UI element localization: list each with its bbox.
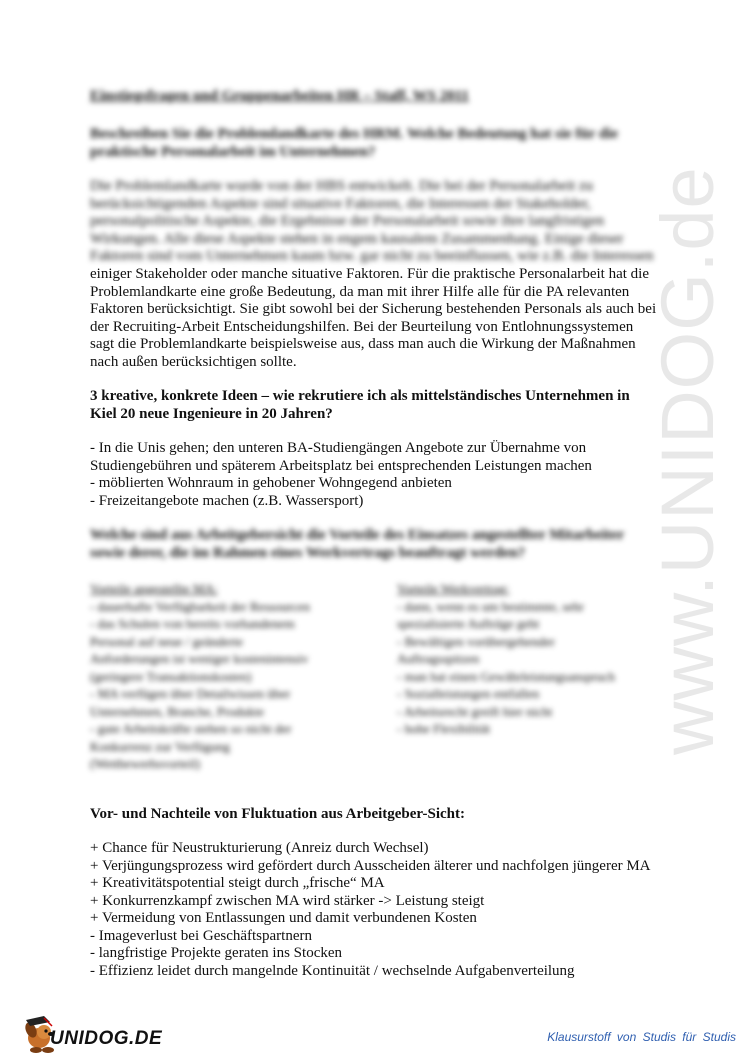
answer-line: Faktoren berücksichtigt. Sie gibt sowohl bei der Sicherung bestehenden Personals als auch bei [90,301,657,317]
document-title: Einstiegsfragen und Gruppenarbeiten HR – Staff, WS 2011 [90,88,469,104]
list-item: - Imageverlust bei Geschäftspartnern [90,927,312,944]
list-item: + Vermeidung von Entlassungen und damit verbundenen Kosten [90,910,477,926]
list-item: - dann, wenn es um bestimmte, sehr [397,598,585,614]
list-item: spezialisierte Aufträge geht [397,616,540,631]
list-item: - möblierten Wohnraum in gehobener Wohngegend anbieten [90,475,452,491]
section1-answer [90,266,670,371]
list-item: + Verjüngungsprozess wird gefördert durch Ausscheiden älterer und nachfolgen jüngerer MA [90,857,651,874]
question-line: sowie derer, die im Rahmen eines Werkvertrags beauftragt werden? [90,544,526,561]
answer-line: sagt die Problemlandkarte beispielsweise aus, dass man auch die Wirkung der Maßnahmen [90,336,636,352]
section4-list [90,840,670,980]
answer-line: Wirkungen. Alle diese Aspekte stehen in engem kausalem Zusammenhang. Einige dieser [90,230,624,247]
answer-line: Problemlandkarte eine große Bedeutung, da man mit ihrer Hilfe alle für die PA relevanten [90,283,630,300]
list-item: - gute Arbeitskräfte stehen so nicht der [90,721,292,736]
section2-answer [90,440,670,510]
list-item: + Chance für Neustrukturierung (Anreiz durch Wechsel) [90,840,429,856]
list-item: Unternehmen, Branche, Produkte [90,703,265,719]
section3-question [90,527,670,562]
list-item: Konkurrenz zur Verfügung [90,738,230,754]
question-line: Kiel 20 neue Ingenieure in 20 Jahren? [90,405,333,422]
list-item: + Konkurrenzkampf zwischen MA wird stärker -> Leistung steigt [90,892,485,909]
list-item: - In die Unis gehen; den unteren BA-Studiengängen Angebote zur Übernahme von [90,440,587,456]
section1-question [90,126,670,161]
right-column [397,580,677,738]
answer-line: Die Problemlandkarte wurde von der HBS entwickelt. Die bei der Personalarbeit zu [90,178,594,194]
column-heading: Vorteile Werkvertrag: [397,581,510,596]
list-item: - Freizeitangebote machen (z.B. Wassersport) [90,492,364,509]
list-item: (geringere Transaktionskosten) [90,668,252,684]
list-item: - dauerhafte Verfügbarkeit der Ressourcen [90,598,310,614]
question-line: Beschreiben Sie die Problemlandkarte des HRM. Welche Bedeutung hat sie für die [90,126,619,142]
column-heading: Vorteile angestellte MA: [90,581,218,596]
answer-line: Faktoren sind vom Unternehmen kaum bzw. gar nicht zu beeinflussen, wie z.B. die Interessen [90,248,654,264]
section1-answer-blurred [90,178,670,266]
question-line: Welche sind aus Arbeitgebersicht die Vorteile des Einsatzes angestellter Mitarbeiter [90,527,625,543]
list-item: Personal auf neue / geänderte [90,633,244,649]
list-item: - man hat einen Gewährleistungsanspruch [397,668,616,684]
list-item: + Kreativitätspotential steigt durch „frische“ MA [90,875,385,891]
answer-line: personalpolitische Aspekte, die Ergebnisse der Personalarbeit sowie ihre langfristigen [90,213,605,229]
document-page: www.UNIDOG.de Einstiegsfragen und Gruppenarbeiten HR – Staff, WS 2011 Beschreiben Sie die Problemlandkarte des HRM. Welche Bedeutung hat sie für die praktische Personalarbeit im Unternehmen? Die Problemlandkarte wurde von der HBS entwickelt. Die bei der Personalarbeit zu berücksichtigenden Aspekte sind situative Faktoren, die Interessen der Stakeholder, personalpolitische Aspekte, die Ergebnisse der Personalarbeit sowie ihre langfristigen Wirkungen. Alle diese Aspekte stehen in engem kausalem Zusammenhang. Einige dieser Faktoren sind vom Unternehmen kaum bzw. gar nicht zu beeinflussen, wie z.B. die Interessen einiger Stakeholder oder manche situative Faktoren. Für die praktische Personalarbeit hat die Problemlandkarte eine große Bedeutung, da man mit ihrer Hilfe alle für die PA relevanten Faktoren berücksichtigt. Sie gibt sowohl bei der Sicherung bestehenden Personals als auch bei der Recruiting-Arbeit Entscheidungshilfen. Bei der Beurteilung von Entlohnungssystemen sagt die Problemlandkarte beispielsweise aus, dass man auch die Wirkung der Maßnahmen nach außen berücksichtigen sollte. 3 kreative, konkrete Ideen – wie rekrutiere ich als mittelständisches Unternehmen in Kiel 20 neue Ingenieure in 20 Jahren? - In die Unis gehen; den unteren BA-Studiengängen Angebote zur Übernahme von Studiengebühren und späterem Arbeitsplatz bei entsprechenden Leistungen machen - möblierten Wohnraum in gehobener Wohngegend anbieten - Freizeitangebote machen (z.B. Wassersport) Welche sind aus Arbeitgebersicht die Vorteile des Einsatzes angestellter Mitarbeiter sowie derer, die im Rahmen eines Werkvertrags beauftragt werden? Vorteile angestellte MA: - dauerhafte Verfügbarkeit der Ressourcen - das Schulen von bereits vorhandenem Personal auf neue / geänderte Anforderungen ist weniger kostenintensiv (geringere Transaktionskosten) - MA verfügen über Detailwissen über Unternehmen, Branche, Produkte - gute Arbeitskräfte stehen so nicht der Konkurrenz zur Verfügung (Wettbewerbsvorteil) Vorteile Werkvertrag: - dann, wenn es um bestimmte, sehr spezialisierte Aufträge geht - Bewältigen vorübergehender Auftragsspitzen - man hat einen Gewährleistungsanspruch - Sozialleistungen entfallen - Arbeitsrecht greift hier nicht - hohe Flexibilität Vor- und Nachteile von Fluktuation aus Arbeitgeber-Sicht: + Chance für Neustrukturierung (Anreiz durch Wechsel) + Verjüngungsprozess wird gefördert durch Ausscheiden älterer und nachfolgen jüngerer MA + Kreativitätspotential steigt durch „frische“ MA + Konkurrenzkampf zwischen MA wird stärker -> Leistung steigt + Vermeidung von Entlassungen und damit verbundenen Kosten - Imageverlust bei Geschäftspartnern - langfristige Projekte geraten ins Stocken - Effizienz leidet durch mangelnde Kontinuität / wechselnde Aufgabenverteilung UNIDOG.DE Klausurstoff von Studis für Studis [0,0,750,1060]
list-item: Auftragsspitzen [397,651,480,666]
list-item: - langfristige Projekte geraten ins Stocken [90,945,343,961]
list-item: - Sozialleistungen entfallen [397,686,540,701]
list-item: - das Schulen von bereits vorhandenem [90,616,295,631]
list-item: - hohe Flexibilität [397,721,491,736]
logo-text: UNIDOG.DE [50,1028,163,1049]
answer-line: der Recruiting-Arbeit Entscheidungshilfen. Bei der Beurteilung von Entlohnungssystemen [90,318,634,335]
list-item: Studiengebühren und späterem Arbeitsplatz bei entsprechenden Leistungen machen [90,457,592,474]
list-item: - Bewältigen vorübergehender [397,633,555,649]
list-item: - MA verfügen über Detailwissen über [90,686,291,701]
footer-tagline: Klausurstoff von Studis für Studis [547,1030,736,1044]
answer-line: einiger Stakeholder oder manche situative Faktoren. Für die praktische Personalarbeit hat die [90,266,649,282]
left-column [90,580,380,773]
question-line: Vor- und Nachteile von Fluktuation aus Arbeitgeber-Sicht: [90,806,466,822]
list-item: - Arbeitsrecht greift hier nicht [397,703,553,719]
list-item: Anforderungen ist weniger kostenintensiv [90,651,309,666]
answer-line: berücksichtigenden Aspekte sind situative Faktoren, die Interessen der Stakeholder, [90,195,591,212]
list-item: - Effizienz leidet durch mangelnde Kontinuität / wechselnde Aufgabenverteilung [90,962,575,979]
section4-question [90,806,670,824]
section2-question [90,388,670,423]
list-item: (Wettbewerbsvorteil) [90,756,201,771]
question-line: praktische Personalarbeit im Unternehmen? [90,143,376,160]
answer-line: nach außen berücksichtigen sollte. [90,353,297,370]
question-line: 3 kreative, konkrete Ideen – wie rekrutiere ich als mittelständisches Unternehmen in [90,388,630,404]
